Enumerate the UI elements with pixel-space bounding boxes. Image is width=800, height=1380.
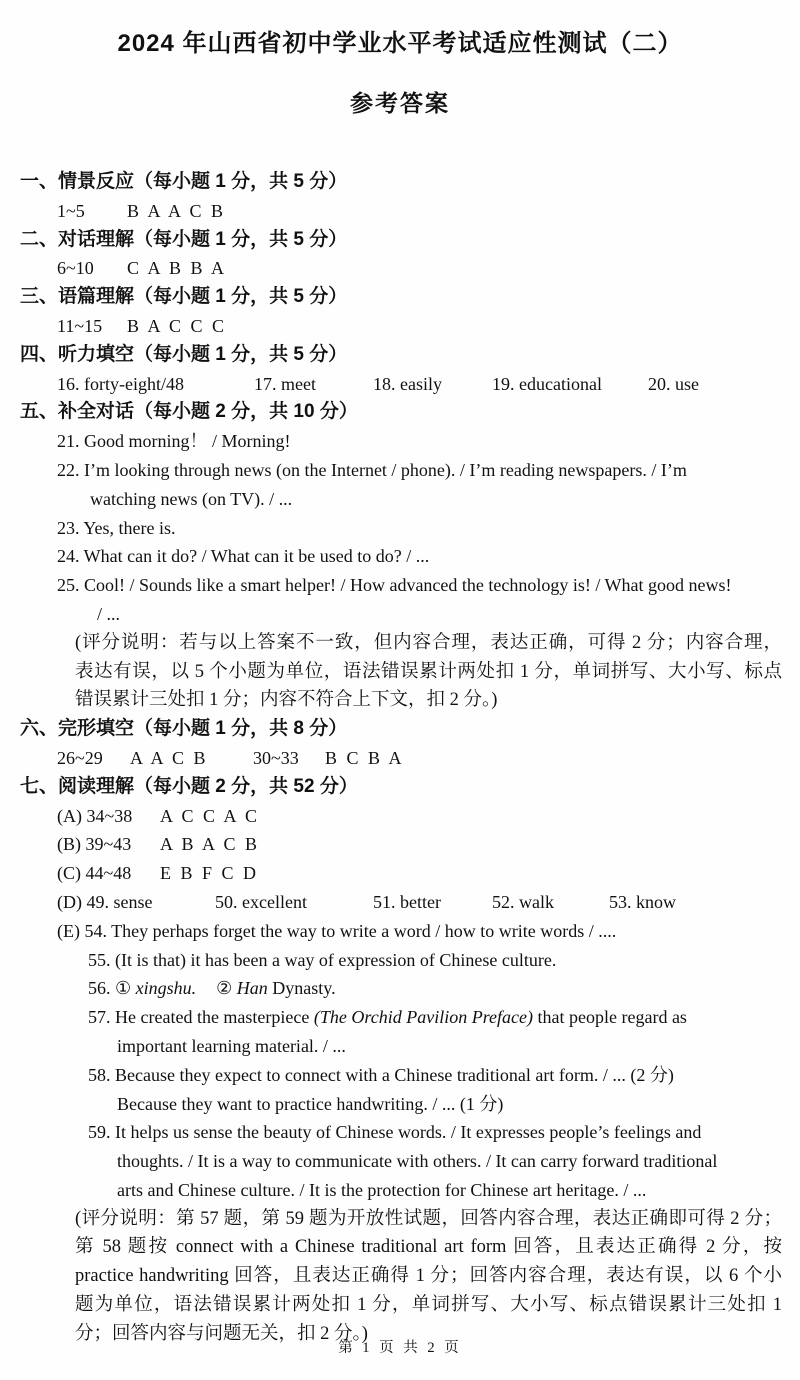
answer-56-mid: ② [216, 978, 237, 999]
document-title: 2024 年山西省初中学业水平考试适应性测试（二） [117, 30, 683, 57]
question-range: 1~5 [57, 200, 85, 221]
answer-line-57 [0, 1003, 800, 1032]
section-3-answers [0, 312, 800, 341]
answer-letters: A C C A C [160, 805, 260, 826]
question-range: 6~10 [57, 258, 94, 279]
reading-c-answers [0, 859, 800, 888]
reading-d-answers [0, 888, 800, 917]
scoring-note-dialogue [0, 629, 782, 715]
answer-57-pre: 57. He created the masterpiece [88, 1007, 314, 1028]
answer-letters: C A B B A [127, 258, 227, 279]
scoring-note-line: 表达有误，以 5 个小题为单位，语法错误累计两处扣 1 分，单词拼写、大小写、标点 [75, 661, 782, 682]
section-4-answers [0, 370, 800, 399]
answer-line-22: 22. I’m looking through news (on the Internet / phone). / I’m reading newspapers. / I’m [57, 459, 687, 480]
section-6-heading: 六、完形填空（每小题 1 分，共 8 分） [20, 718, 348, 740]
scoring-note-line: practice handwriting 回答，且表达正确得 1 分；回答内容合理，表达有误，以 6 个小 [75, 1266, 782, 1287]
scoring-note-line: (评分说明：第 57 题，第 59 题为开放性试题，回答内容合理，表达正确即可得 2 分； [75, 1208, 782, 1229]
scoring-note-line: 题为单位，语法错误累计两处扣 1 分，单词拼写、大小写、标点错误累计三处扣 1 [75, 1295, 782, 1316]
fill-answer: 53. know [609, 891, 676, 912]
answer-letters: A A C B [130, 747, 209, 768]
answer-line-25-cont: / ... [97, 603, 121, 624]
section-5-heading: 五、补全对话（每小题 2 分，共 10 分） [20, 401, 358, 423]
fill-answer: 52. walk [492, 891, 554, 912]
question-range: 26~29 [57, 747, 103, 768]
section-7-heading: 七、阅读理解（每小题 2 分，共 52 分） [20, 775, 358, 797]
fill-answer: 19. educational [492, 373, 602, 394]
answer-56-suffix: Dynasty. [267, 978, 336, 999]
reading-a-answers [0, 802, 800, 831]
answer-line-58: 58. Because they expect to connect with a Chinese traditional art form. / ... (2 分) [88, 1064, 674, 1085]
answer-57-post: that people regard as [533, 1007, 687, 1028]
fill-answer: 20. use [648, 373, 699, 394]
passage-label-range: (C) 44~48 [57, 863, 132, 884]
answer-line-23: 23. Yes, there is. [57, 517, 176, 538]
answer-line-59-cont-1: thoughts. / It is a way to communicate with others. / It can carry forward traditional [117, 1151, 718, 1172]
answer-line-54: (E) 54. They perhaps forget the way to write a word / how to write words / .... [57, 920, 617, 941]
section-2-answers [0, 254, 800, 283]
answer-56-prefix: 56. ① [88, 978, 136, 999]
scoring-note-line: 第 58 题按 connect with a Chinese traditional art form 回答，且表达正确得 2 分，按 [75, 1237, 782, 1258]
fill-answer: (D) 49. sense [57, 891, 153, 912]
answer-letters: A B A C B [160, 834, 260, 855]
answer-line-59-cont-2: arts and Chinese culture. / It is the protection for Chinese art heritage. / ... [117, 1179, 647, 1200]
document-subtitle: 参考答案 [350, 90, 450, 116]
fill-answer: 18. easily [373, 373, 442, 394]
fill-answer: 17. meet [254, 373, 316, 394]
answer-line-58-cont: Because they want to practice handwriting. / ... (1 分) [117, 1093, 504, 1114]
question-range: 30~33 [253, 747, 299, 768]
section-6-answers [0, 744, 800, 773]
answer-56-term-2: Han [236, 978, 268, 999]
section-1-heading: 一、情景反应（每小题 1 分，共 5 分） [20, 171, 348, 192]
answer-letters: E B F C D [160, 863, 259, 884]
answer-line-22-cont: watching news (on TV). / ... [90, 488, 293, 509]
document-body [0, 168, 800, 1349]
section-2-heading: 二、对话理解（每小题 1 分，共 5 分） [20, 228, 348, 250]
answer-line-57-cont: important learning material. / ... [117, 1035, 346, 1056]
fill-answer: 51. better [373, 891, 441, 912]
passage-label-range: (A) 34~38 [57, 805, 133, 826]
answer-line-25: 25. Cool! / Sounds like a smart helper! / How advanced the technology is! / What good news! [57, 575, 732, 596]
section-3-heading: 三、语篇理解（每小题 1 分，共 5 分） [20, 286, 348, 308]
answer-letters: B A C C C [127, 315, 227, 336]
scoring-note-reading [0, 1205, 782, 1349]
passage-label-range: (B) 39~43 [57, 834, 132, 855]
page-number-footer: 第 1 页 共 2 页 [338, 1340, 462, 1356]
scoring-note-line: 错误累计三处扣 1 分；内容不符合上下文，扣 2 分。) [75, 690, 498, 711]
answer-56-term-1: xingshu. [135, 978, 197, 999]
answer-letters: B A A C B [127, 200, 226, 221]
answer-line-21: 21. Good morning！ / Morning! [57, 431, 291, 452]
answer-line-55: 55. (It is that) it has been a way of expression of Chinese culture. [88, 949, 557, 970]
scoring-note-line: 分；回答内容与问题无关，扣 2 分。) [75, 1323, 368, 1344]
question-range: 11~15 [57, 315, 103, 336]
scoring-note-line: (评分说明：若与以上答案不一致，但内容合理，表达正确，可得 2 分；内容合理， [75, 632, 782, 653]
answer-57-title: (The Orchid Pavilion Preface) [313, 1007, 533, 1028]
answer-line-56 [0, 974, 800, 1003]
answer-letters: B C B A [325, 747, 405, 768]
fill-answer: 50. excellent [215, 891, 307, 912]
answer-line-24: 24. What can it do? / What can it be used to do? / ... [57, 546, 430, 567]
reading-b-answers [0, 830, 800, 859]
answer-line-59: 59. It helps us sense the beauty of Chinese words. / It expresses people’s feelings and [88, 1122, 702, 1143]
section-1-answers [0, 197, 800, 226]
section-4-heading: 四、听力填空（每小题 1 分，共 5 分） [20, 343, 348, 365]
fill-answer: 16. forty-eight/48 [57, 373, 184, 394]
